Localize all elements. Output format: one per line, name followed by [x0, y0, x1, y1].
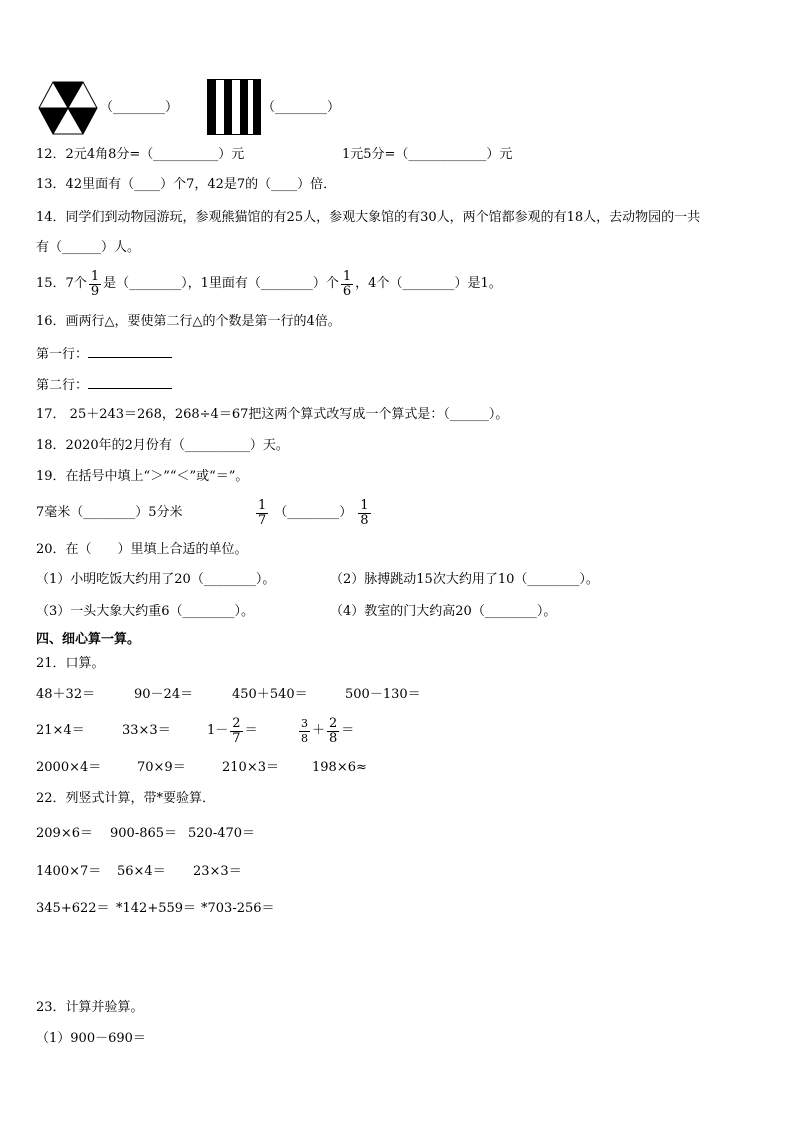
q23-item-1: （1）900－690＝ — [36, 1031, 146, 1046]
q21-r3-a: 2000×4＝ — [36, 760, 102, 775]
q16-row2: 第二行： — [36, 376, 172, 394]
q16-row1-answer-line[interactable] — [88, 345, 172, 358]
q22-r3-c: *703-256＝ — [201, 901, 275, 916]
q19-left: 7毫米（________）5分米 — [36, 505, 183, 520]
q17-text: 17． 25＋243＝268，268÷4＝67把这两个算式改写成一个算式是：（______）。 — [36, 407, 509, 422]
q15-prefix: 15．7个 — [36, 276, 87, 291]
q11-blank-b[interactable]: （________） — [262, 100, 341, 115]
q15-suffix: ，4个（________）是1。 — [355, 276, 502, 291]
q16-row1: 第一行： — [36, 345, 172, 363]
q20-item-4: （4）教室的门大约高20（________）。 — [330, 604, 557, 619]
q15-fraction-1: $\frac{1}{9}$ — [90, 268, 100, 299]
q19-right — [254, 494, 373, 532]
q16-row2-answer-line[interactable] — [88, 376, 172, 389]
q19-blank[interactable]: （________） — [274, 505, 353, 520]
q22-r2-b: 56×4＝ — [117, 864, 166, 879]
q21-r2-a: 21×4＝ — [36, 723, 85, 738]
q22-r2-a: 1400×7＝ — [36, 864, 102, 879]
q14-line1: 14．同学们到动物园游玩，参观熊猫馆的有25人，参观大象馆的有30人，两个馆都参观的有18人，去动物园的一共 — [36, 210, 701, 225]
q22-r3-b: *142+559＝ — [116, 901, 197, 916]
q20-text: 20．在（ ）里填上合适的单位。 — [36, 542, 248, 557]
q21-r2-d: $\frac{3}{8}$ ＋ $\frac{2}{8}$ ＝ — [301, 715, 355, 746]
hexagon-fraction-figure — [37, 80, 99, 136]
q21-r1-a: 48＋32＝ — [36, 687, 96, 702]
q19-fraction-1: $\frac{1}{7}$ — [258, 497, 267, 528]
section-4-title: 四、细心算一算。 — [36, 632, 141, 647]
q15-mid: 是（________），1里面有（________）个 — [103, 276, 339, 291]
q18-text: 18．2020年的2月份有（__________）天。 — [36, 438, 289, 453]
q21-r3-c: 210×3＝ — [222, 760, 279, 775]
q14-line2: 有（______）人。 — [36, 240, 141, 255]
q20-item-3: （3）一头大象大约重6（________）。 — [36, 604, 255, 619]
q21-r3-b: 70×9＝ — [137, 760, 186, 775]
q22-r1-c: 520-470＝ — [188, 826, 256, 841]
q12-part2: 1元5分=（____________）元 — [342, 147, 513, 162]
q21-title: 21．口算。 — [36, 656, 105, 671]
q19-fraction-2: $\frac{1}{8}$ — [360, 497, 369, 528]
q22-r1-a: 209×6＝ — [36, 826, 93, 841]
q20-item-2: （2）脉搏跳动15次大约用了10（________）。 — [330, 572, 599, 587]
q21-r2-c-fraction: $\frac{2}{7}$ — [232, 715, 241, 746]
q21-r3-d: 198×6≈ — [312, 760, 367, 775]
striped-rectangle-figure — [207, 79, 261, 135]
q23-title: 23．计算并验算。 — [36, 1000, 144, 1015]
q22-r3-a: 345+622＝ — [36, 901, 110, 916]
q21-r2-d-fraction-1: $\frac{3}{8}$ — [301, 716, 308, 745]
q21-r2-b: 33×3＝ — [122, 723, 171, 738]
q21-r2-d-fraction-2: $\frac{2}{8}$ — [329, 715, 338, 746]
q22-r1-b: 900-865＝ — [110, 826, 178, 841]
q15-line — [36, 268, 502, 300]
q20-item-1: （1）小明吃饭大约用了20（________）。 — [36, 572, 276, 587]
q12-part1: 12．2元4角8分=（__________）元 — [36, 147, 245, 162]
q13-text: 13．42里面有（____）个7，42是7的（____）倍． — [36, 177, 337, 192]
q15-fraction-2: $\frac{1}{6}$ — [342, 268, 352, 299]
q21-r1-b: 90－24＝ — [134, 687, 194, 702]
q22-r2-c: 23×3＝ — [193, 864, 242, 879]
q19-text: 19．在括号中填上“＞”“＜”或“＝”。 — [36, 469, 249, 484]
q11-blank-a[interactable]: （________） — [100, 100, 179, 115]
q21-r1-d: 500－130＝ — [345, 687, 421, 702]
q22-title: 22．列竖式计算，带*要验算． — [36, 791, 216, 806]
q21-r2-c: 1－ $\frac{2}{7}$ ＝ — [207, 715, 258, 746]
q21-r1-c: 450＋540＝ — [232, 687, 308, 702]
q16-text: 16．画两行△，要使第二行△的个数是第一行的4倍。 — [36, 314, 341, 329]
